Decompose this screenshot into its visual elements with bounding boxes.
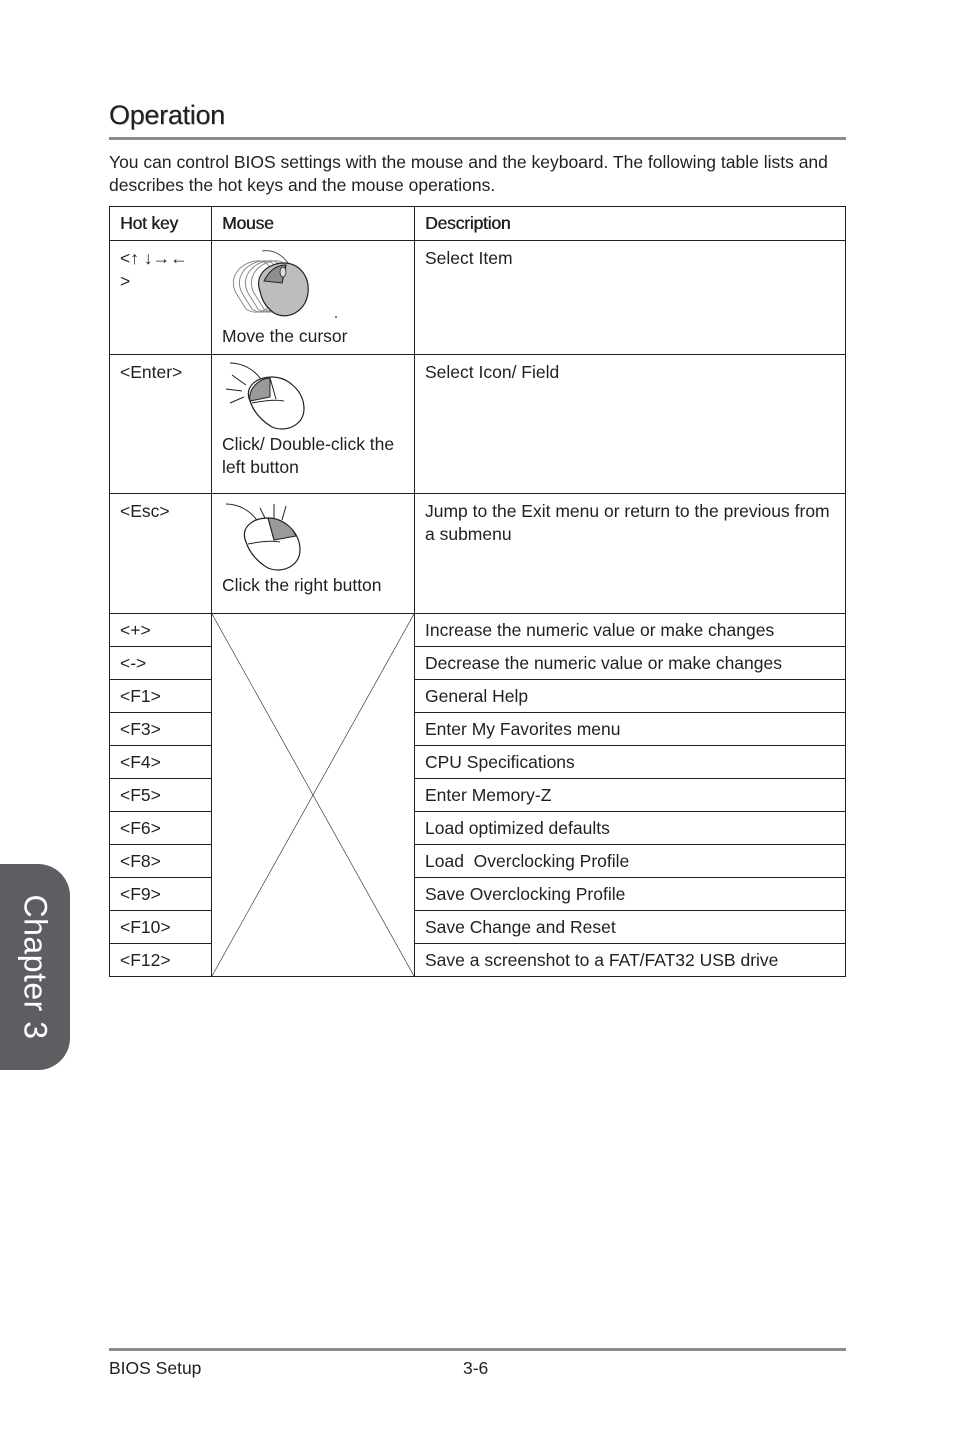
description-cell: CPU Specifications	[415, 746, 846, 779]
table-row	[110, 614, 846, 647]
hot-key-cell: <->	[110, 647, 212, 680]
header-hot-key: Hot key	[110, 207, 212, 241]
mouse-move-icon	[222, 247, 342, 325]
hot-key-cell: <F8>	[110, 845, 212, 878]
hot-key-cell: <F10>	[110, 911, 212, 944]
description-cell: Enter My Favorites menu	[415, 713, 846, 746]
description-cell: Save Change and Reset	[415, 911, 846, 944]
table-row	[110, 494, 846, 614]
hotkey-table	[109, 206, 846, 977]
hot-key-cell: <F12>	[110, 944, 212, 977]
description-cell: Load optimized defaults	[415, 812, 846, 845]
description-cell: Select Item	[415, 241, 846, 355]
description-cell: Load Overclocking Profile	[415, 845, 846, 878]
mouse-left-click-icon	[222, 361, 322, 433]
mouse-cell	[212, 494, 415, 614]
description-cell: Save a screenshot to a FAT/FAT32 USB drive	[415, 944, 846, 977]
description-cell: Decrease the numeric value or make changes	[415, 647, 846, 680]
intro-paragraph: You can control BIOS settings with the mouse and the keyboard. The following table lists and describes the hot keys and the mouse operations.	[109, 152, 828, 195]
section-title: Operation	[109, 100, 225, 130]
hot-key-cell: <F4>	[110, 746, 212, 779]
description-cell: Jump to the Exit menu or return to the previous from a submenu	[415, 494, 846, 614]
title-divider	[109, 137, 846, 140]
description-cell: Save Overclocking Profile	[415, 878, 846, 911]
cross-out-mark	[212, 614, 414, 976]
description-cell: Increase the numeric value or make changes	[415, 614, 846, 647]
mouse-action-label: Move the cursor	[222, 326, 348, 346]
hot-key-cell: <Esc>	[110, 494, 212, 614]
mouse-right-click-icon	[222, 500, 322, 574]
not-applicable-cell	[212, 614, 415, 977]
hot-key-cell: <F6>	[110, 812, 212, 845]
hot-key-cell: <F1>	[110, 680, 212, 713]
hot-key-cell: <↑ ↓→← >	[110, 241, 212, 355]
mouse-cell	[212, 241, 415, 355]
hot-key-cell: <F9>	[110, 878, 212, 911]
chapter-tab-label: Chapter 3	[17, 894, 54, 1040]
footer-divider	[109, 1348, 846, 1351]
mouse-action-label: Click the right button	[222, 575, 382, 595]
hot-key-cell: <F3>	[110, 713, 212, 746]
footer-page-number: 3-6	[463, 1358, 489, 1378]
description-cell: Select Icon/ Field	[415, 355, 846, 494]
hot-key-cell: <Enter>	[110, 355, 212, 494]
footer-section-name: BIOS Setup	[109, 1358, 202, 1378]
description-cell: General Help	[415, 680, 846, 713]
table-row	[110, 355, 846, 494]
header-description: Description	[415, 207, 846, 241]
table-header-row	[110, 207, 846, 241]
table-row	[110, 241, 846, 355]
header-mouse: Mouse	[212, 207, 415, 241]
hot-key-cell: <F5>	[110, 779, 212, 812]
description-cell: Enter Memory-Z	[415, 779, 846, 812]
mouse-cell	[212, 355, 415, 494]
mouse-action-label: Click/ Double-click the left button	[222, 434, 395, 477]
hot-key-cell: <+>	[110, 614, 212, 647]
